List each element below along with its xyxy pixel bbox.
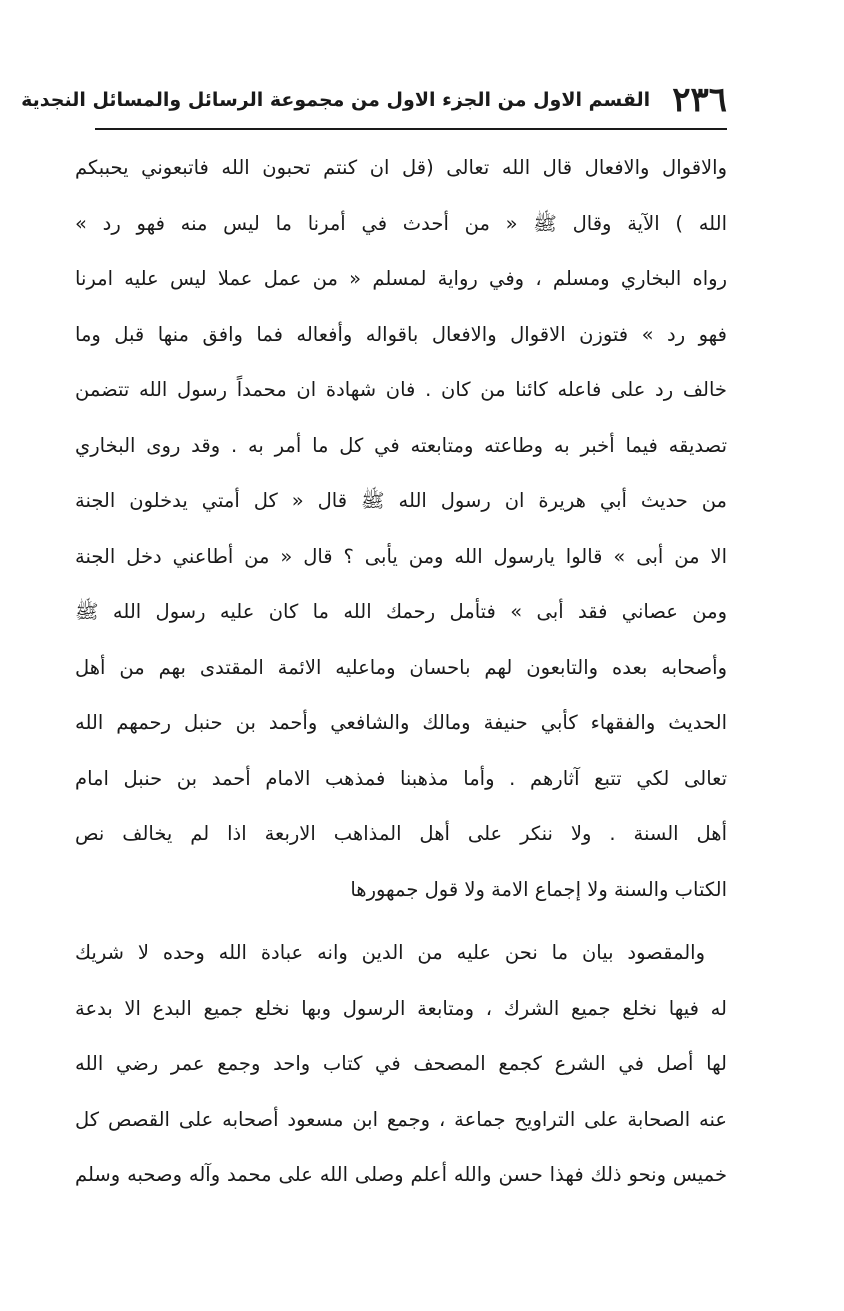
paragraph-2 [75, 925, 727, 1203]
text-line: عنه الصحابة على التراويح جماعة ، وجمع ابن مسعود أصحابه على القصص كل [75, 1107, 727, 1131]
text-line: والمقصود بيان ما نحن عليه من الدين وانه عبادة الله وحده لا شريك [75, 941, 705, 964]
page-number: ٢٣٦ [672, 80, 727, 120]
text-line: الله ) الآية وقال ﷺ « من أحدث في أمرنا ما ليس منه فهو رد » [75, 211, 727, 235]
text-line: الكتاب والسنة ولا إجماع الامة ولا قول جمهورها [350, 877, 727, 901]
text-line: أهل السنة . ولا ننكر على أهل المذاهب الاربعة اذا لم يخالف نص [75, 822, 727, 845]
text-line: من حديث أبي هريرة ان رسول الله ﷺ قال « كل أمتي يدخلون الجنة [75, 489, 727, 512]
text-line: له فيها نخلع جميع الشرك ، ومتابعة الرسول وبها نخلع جميع البدع الا بدعة [75, 996, 727, 1020]
text-line: خميس ونحو ذلك فهذا حسن والله أعلم وصلى الله على محمد وآله وصحبه وسلم [75, 1163, 727, 1186]
page-header [21, 72, 727, 128]
text-line: والاقوال والافعال قال الله تعالى (قل ان كنتم تحبون الله فاتبعوني يحببكم [75, 156, 727, 179]
text-line: تصديقه فيما أخبر به وطاعته ومتابعته في كل ما أمر به . وقد روى البخاري [75, 433, 727, 457]
paragraph-gap [75, 917, 727, 925]
header-rule [95, 128, 727, 130]
text-line: ومن عصاني فقد أبى » فتأمل رحمك الله ما كان عليه رسول الله ﷺ [75, 600, 727, 623]
running-title: القسم الاول من الجزء الاول من مجموعة الرسائل والمسائل النجدية [21, 88, 651, 111]
text-line: الحديث والفقهاء كأبي حنيفة ومالك والشافعي وأحمد بن حنبل رحمهم الله [75, 711, 727, 734]
text-line: رواه البخاري ومسلم ، وفي رواية لمسلم « من عمل عملا ليس عليه امرنا [75, 267, 727, 290]
text-line: الا من أبى » قالوا يارسول الله ومن يأبى ؟ قال « من أطاعني دخل الجنة [75, 544, 727, 568]
body-text [75, 140, 727, 1203]
paragraph-1 [75, 140, 727, 917]
text-line: وأصحابه بعده والتابعون لهم باحسان وماعليه الائمة المقتدى بهم من أهل [75, 655, 727, 679]
text-line: فهو رد » فتوزن الاقوال والافعال باقواله وأفعاله فما وافق منها قبل وما [75, 322, 727, 346]
text-line: لها أصل في الشرع كجمع المصحف في كتاب واحد وجمع عمر رضي الله [75, 1052, 727, 1075]
text-line: تعالى لكي تتبع آثارهم . وأما مذهبنا فمذهب الامام أحمد بن حنبل امام [75, 766, 727, 790]
text-line: خالف رد على فاعله كائنا من كان . فان شهادة ان محمداً رسول الله تتضمن [75, 378, 727, 401]
